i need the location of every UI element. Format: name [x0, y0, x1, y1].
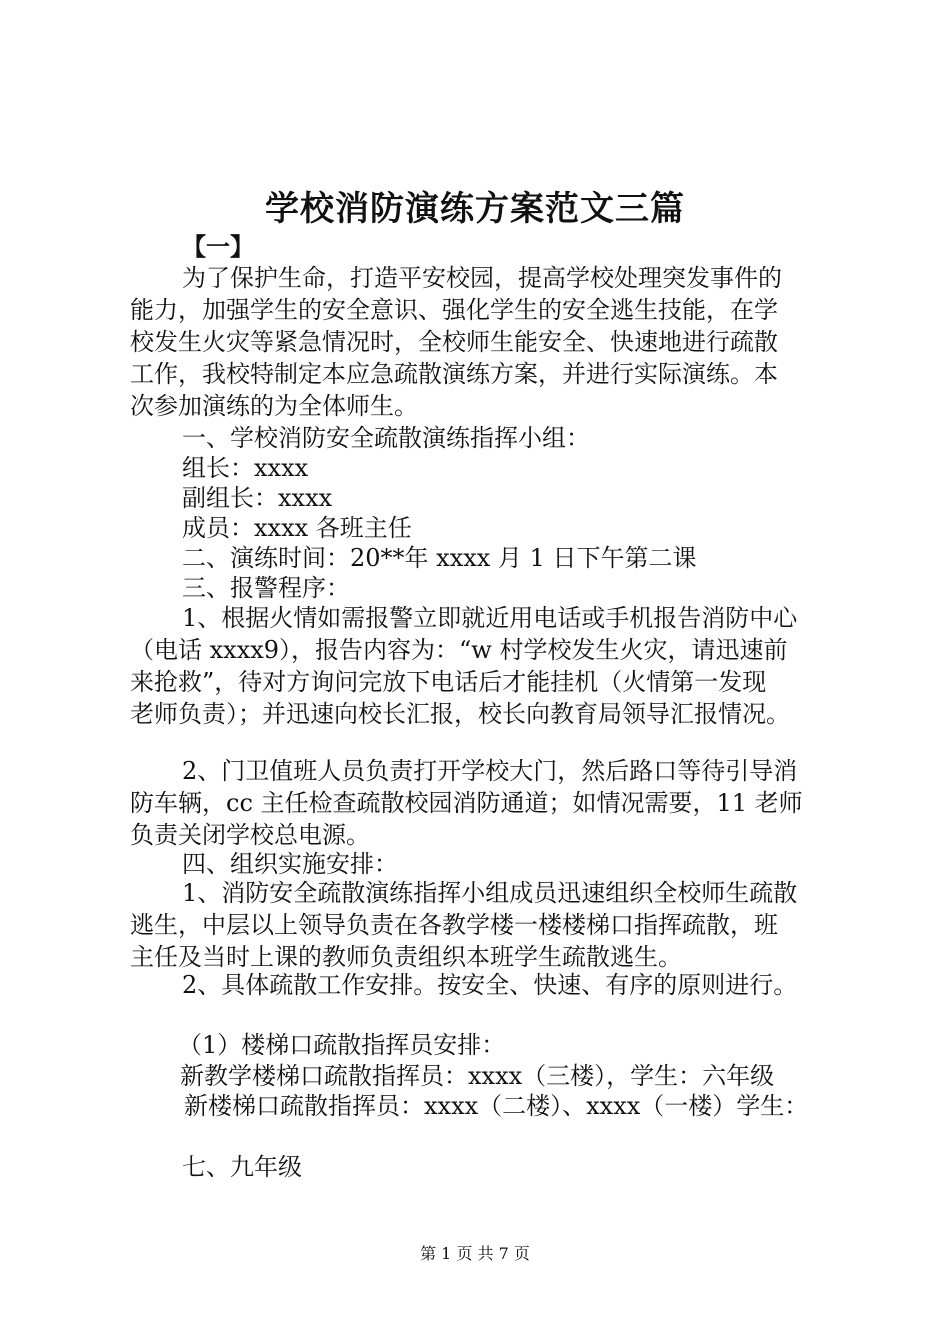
paragraph-line: 防车辆，cc 主任检查疏散校园消防通道；如情况需要，11 老师 [130, 789, 803, 817]
paragraph-line: 1、消防安全疏散演练指挥小组成员迅速组织全校师生疏散 [182, 879, 798, 907]
page-footer: 第 1 页 共 7 页 [420, 1244, 530, 1263]
paragraph-line: 主任及当时上课的教师负责组织本班学生疏散逃生。 [130, 943, 682, 971]
heading-line: 一、学校消防安全疏散演练指挥小组： [182, 424, 590, 452]
paragraph-line: 负责关闭学校总电源。 [130, 821, 370, 849]
paragraph-line: 新教学楼梯口疏散指挥员：xxxx（三楼），学生：六年级 [180, 1062, 775, 1090]
paragraph-line: 为了保护生命，打造平安校园，提高学校处理突发事件的 [182, 264, 782, 292]
paragraph-line: 2、具体疏散工作安排。按安全、快速、有序的原则进行。 [182, 971, 798, 999]
paragraph-line: 1、根据火情如需报警立即就近用电话或手机报告消防中心 [182, 604, 798, 632]
paragraph-line: 二、演练时间：20**年 xxxx 月 1 日下午第二课 [182, 544, 697, 572]
paragraph-line: 副组长：xxxx [182, 484, 333, 512]
paragraph-line: 工作，我校特制定本应急疏散演练方案，并进行实际演练。本 [130, 360, 778, 388]
paragraph-line: 2、门卫值班人员负责打开学校大门，然后路口等待引导消 [182, 757, 798, 785]
paragraph-line: 校发生火灾等紧急情况时，全校师生能安全、快速地进行疏散 [130, 328, 778, 356]
heading-line: 三、报警程序： [182, 574, 350, 602]
paragraph-line: 逃生，中层以上领导负责在各教学楼一楼楼梯口指挥疏散，班 [130, 911, 778, 939]
paragraph-line: 组长：xxxx [182, 454, 309, 482]
paragraph-line: （电话 xxxx9），报告内容为：“w 村学校发生火灾，请迅速前 [130, 636, 788, 664]
paragraph-line: 能力，加强学生的安全意识、强化学生的安全逃生技能，在学 [130, 296, 778, 324]
paragraph-line: （1）楼梯口疏散指挥员安排： [178, 1031, 506, 1059]
paragraph-line: 老师负责）；并迅速向校长汇报，校长向教育局领导汇报情况。 [130, 700, 790, 728]
paragraph-line: 新楼梯口疏散指挥员：xxxx（二楼）、xxxx（一楼）学生： [184, 1092, 809, 1120]
paragraph-line: 次参加演练的为全体师生。 [130, 392, 418, 420]
section-marker: 【一】 [182, 232, 254, 261]
heading-line: 四、组织实施安排： [182, 850, 398, 878]
paragraph-line: 七、九年级 [182, 1153, 302, 1181]
document-title: 学校消防演练方案范文三篇 [265, 189, 685, 229]
paragraph-line: 来抢救”，待对方询问完放下电话后才能挂机（火情第一发现 [130, 668, 767, 696]
paragraph-line: 成员：xxxx 各班主任 [182, 514, 412, 542]
